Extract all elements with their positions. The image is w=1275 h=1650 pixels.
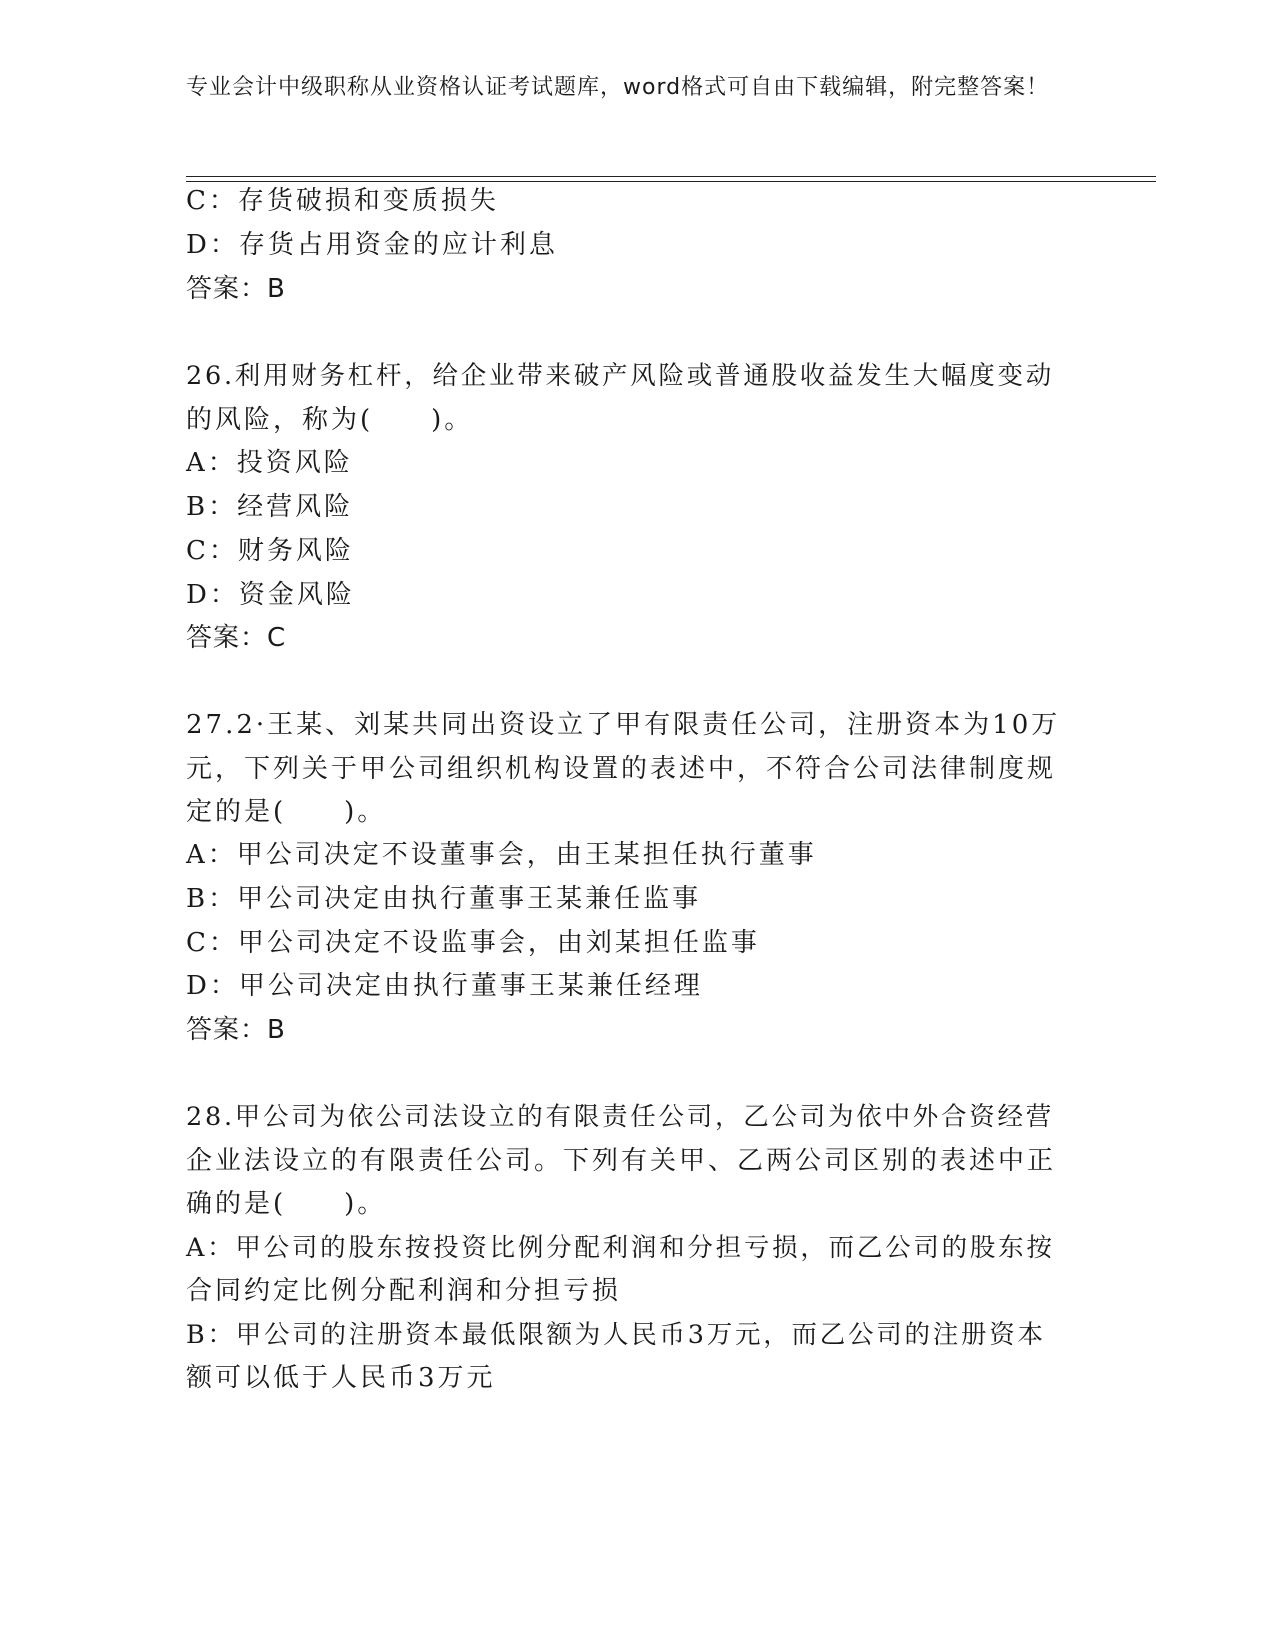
q28-stem-line1: 28.甲公司为依公司法设立的有限责任公司，乙公司为依中外合资经营 <box>186 1102 1055 1132</box>
q26-answer: 答案：C <box>186 623 287 653</box>
page-header: 专业会计中级职称从业资格认证考试题库，word格式可自由下载编辑，附完整答案！ <box>186 75 1050 100</box>
q27-option-c: C：甲公司决定不设监事会，由刘某担任监事 <box>186 928 760 958</box>
q27-option-d: D：甲公司决定由执行董事王某兼任经理 <box>186 971 703 1001</box>
q27-option-a: A：甲公司决定不设董事会，由王某担任执行董事 <box>186 840 817 870</box>
q27-stem-line3: 定的是( )。 <box>186 797 387 827</box>
q25-option-c: C：存货破损和变质损失 <box>186 186 499 216</box>
q26-stem-line2: 的风险，称为( )。 <box>186 405 474 435</box>
q28-stem-line2: 企业法设立的有限责任公司。下列有关甲、乙两公司区别的表述中正 <box>186 1146 1057 1176</box>
q28-option-a-line2: 合同约定比例分配利润和分担亏损 <box>186 1276 622 1306</box>
q26-option-c: C：财务风险 <box>186 536 354 566</box>
q27-option-b: B：甲公司决定由执行董事王某兼任监事 <box>186 884 702 914</box>
q27-stem-line1: 27.2·王某、刘某共同出资设立了甲有限责任公司，注册资本为10万 <box>186 710 1061 740</box>
q26-option-b: B：经营风险 <box>186 492 354 522</box>
header-rule-bottom <box>186 181 1156 182</box>
header-rule-top <box>186 176 1156 177</box>
q27-stem-line2: 元，下列关于甲公司组织机构设置的表述中，不符合公司法律制度规 <box>186 754 1057 784</box>
q26-option-d: D：资金风险 <box>186 580 355 610</box>
q25-option-d: D：存货占用资金的应计利息 <box>186 230 558 260</box>
q28-stem-line3: 确的是( )。 <box>186 1189 387 1219</box>
q28-option-b-line2: 额可以低于人民币3万元 <box>186 1363 496 1393</box>
q28-option-a-line1: A：甲公司的股东按投资比例分配利润和分担亏损，而乙公司的股东按 <box>186 1233 1055 1263</box>
q26-stem-line1: 26.利用财务杠杆，给企业带来破产风险或普通股收益发生大幅度变动 <box>186 361 1055 391</box>
q28-option-b-line1: B：甲公司的注册资本最低限额为人民币3万元，而乙公司的注册资本 <box>186 1320 1046 1350</box>
q25-answer: 答案：B <box>186 274 286 304</box>
q27-answer: 答案：B <box>186 1015 286 1045</box>
q26-option-a: A：投资风险 <box>186 448 353 478</box>
